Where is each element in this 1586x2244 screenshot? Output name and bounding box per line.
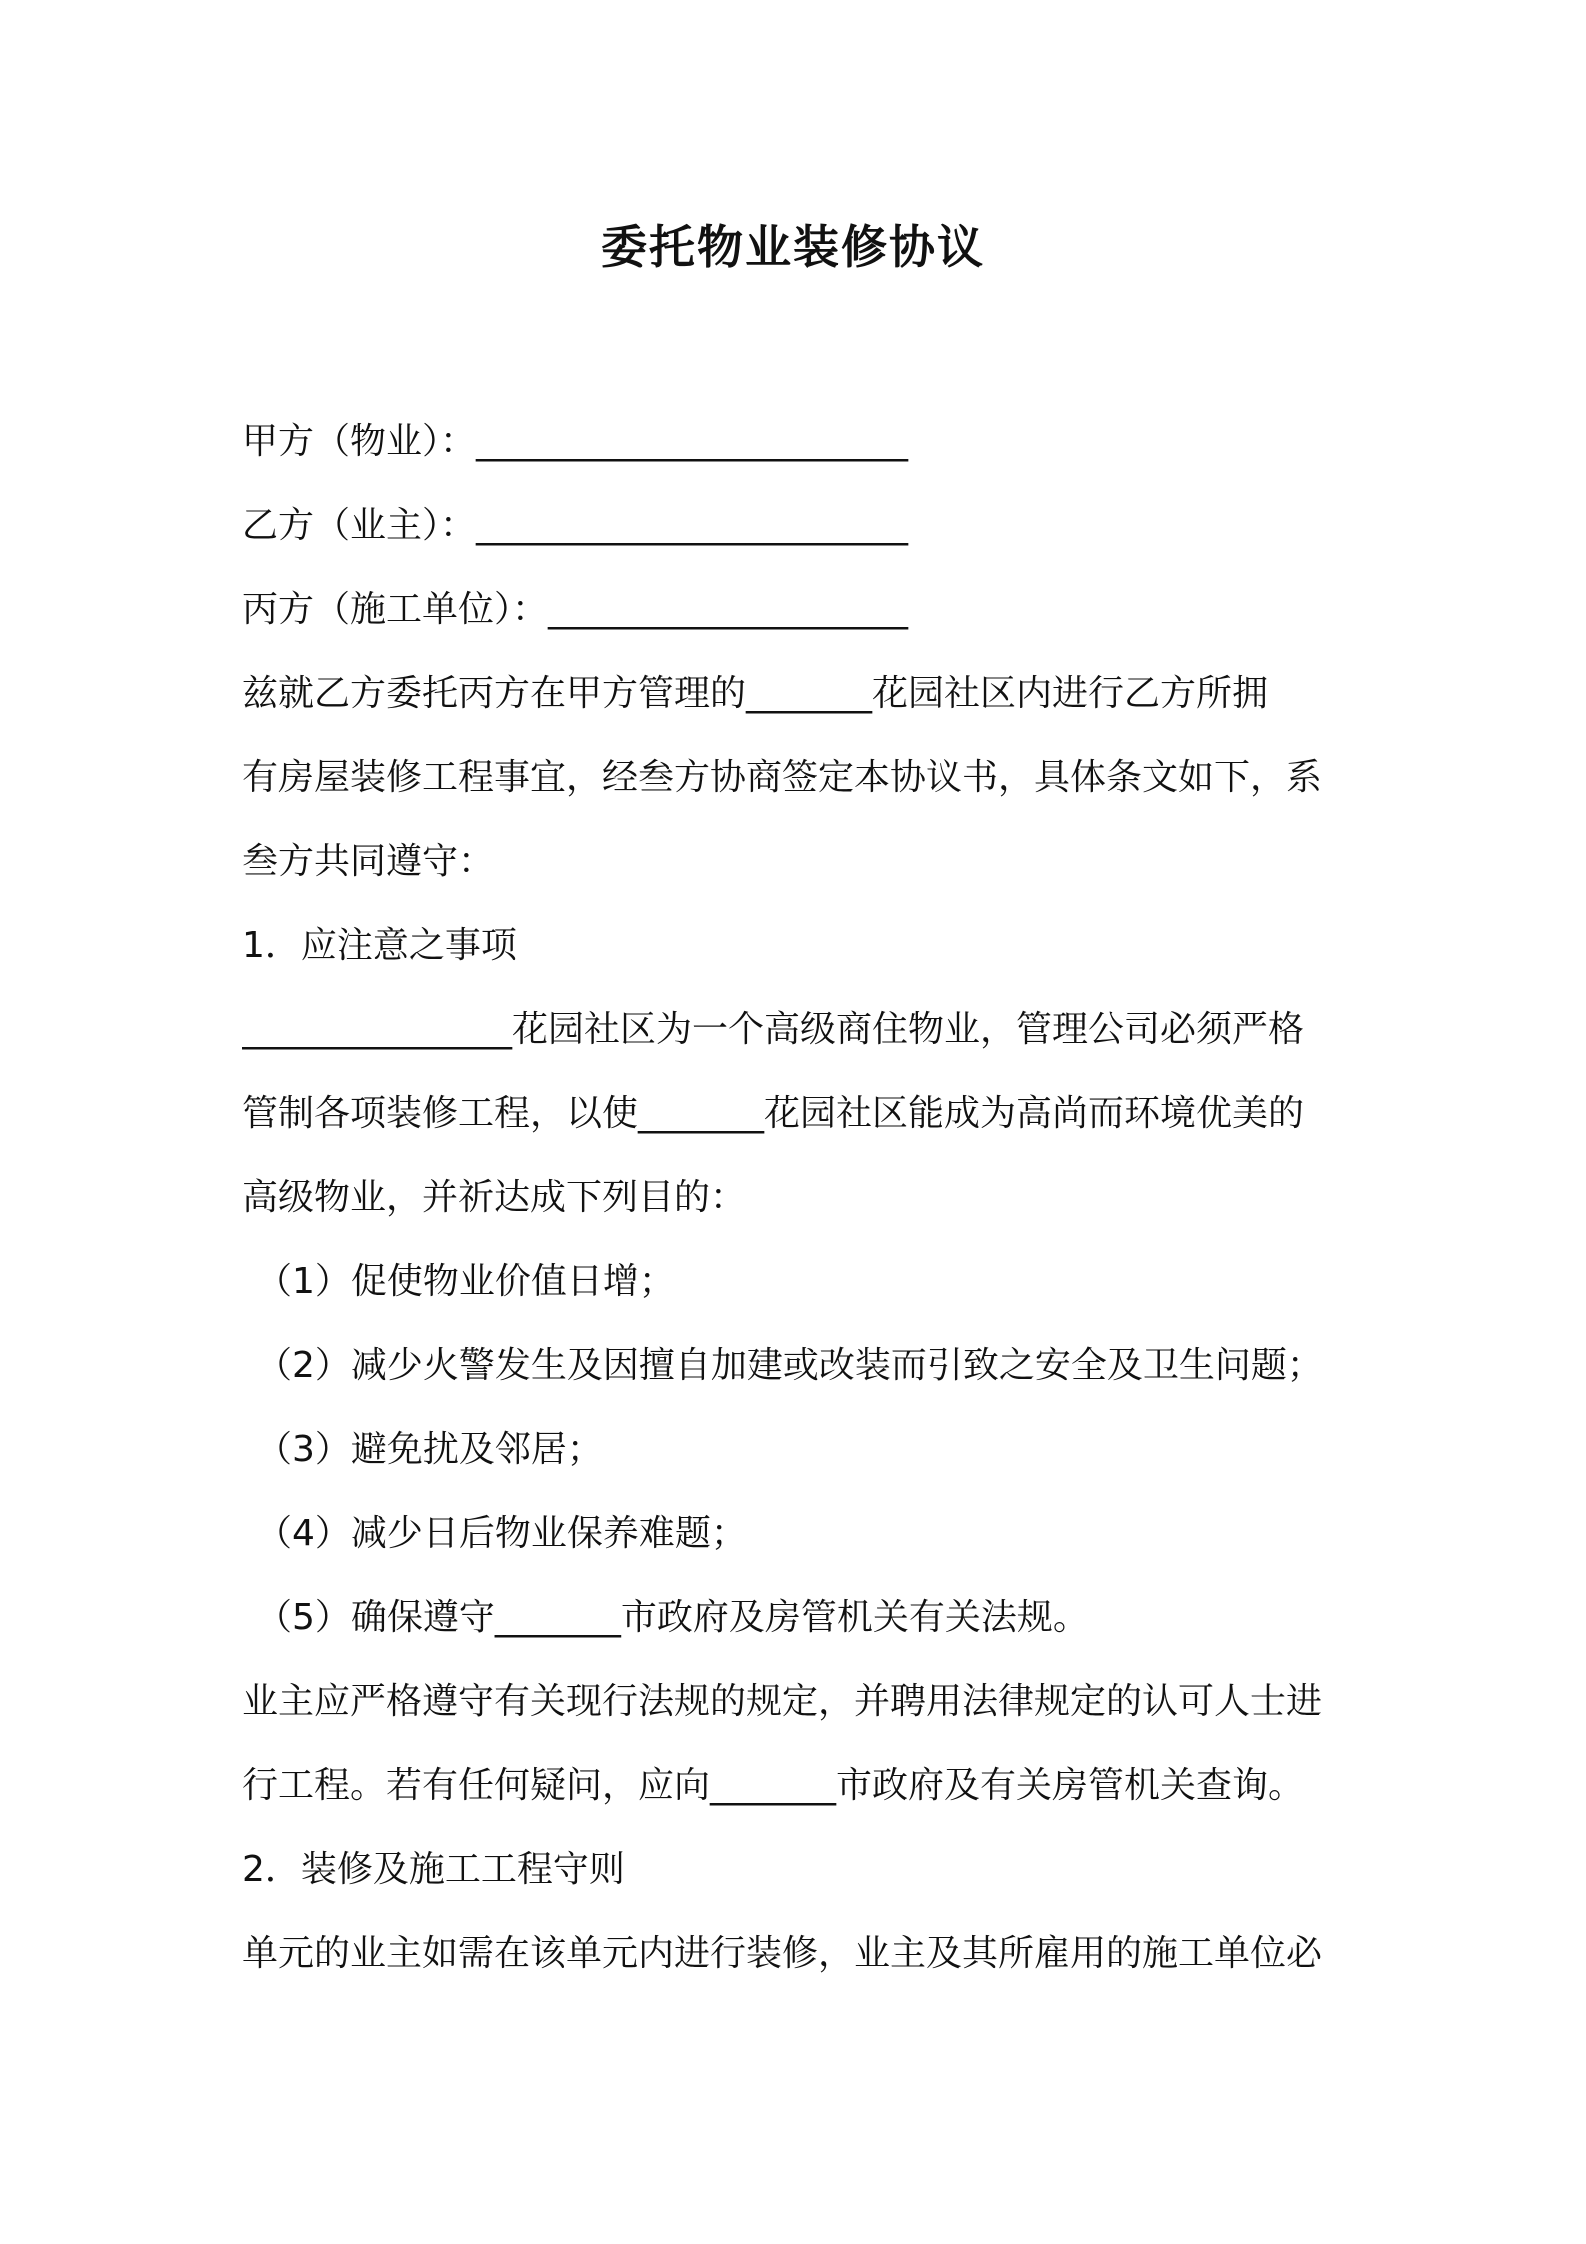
section-1-para-line-1: _______________花园社区为一个高级商住物业，管理公司必须严格 <box>242 1009 1305 1050</box>
list-item-4: （4）减少日后物业保养难题； <box>256 1513 747 1554</box>
party-a-line: 甲方（物业）：________________________ <box>242 421 909 462</box>
section-2-para-line-1: 单元的业主如需在该单元内进行装修，业主及其所雇用的施工单位必 <box>242 1933 1323 1974</box>
section-1-note-line-1: 业主应严格遵守有关现行法规的规定，并聘用法律规定的认可人士进 <box>242 1681 1323 1722</box>
list-item-2: （2）减少火警发生及因擅自加建或改装而引致之安全及卫生问题； <box>256 1345 1323 1386</box>
list-item-3: （3）避免扰及邻居； <box>256 1429 603 1470</box>
preamble-line-3: 叁方共同遵守： <box>242 841 495 882</box>
document-body <box>242 400 1362 1996</box>
list-item-5: （5）确保遵守_______市政府及房管机关有关法规。 <box>256 1597 1089 1638</box>
party-c-line: 丙方（施工单位）：____________________ <box>242 589 909 630</box>
section-1-para-line-2: 管制各项装修工程，以使_______花园社区能成为高尚而环境优美的 <box>242 1093 1305 1134</box>
section-2-heading: 2．装修及施工工程守则 <box>242 1849 625 1890</box>
list-item-1: （1）促使物业价值日增； <box>256 1261 675 1302</box>
document-title: 委托物业装修协议 <box>601 220 985 274</box>
section-1-note-line-2: 行工程。若有任何疑问，应向_______市政府及有关房管机关查询。 <box>242 1765 1305 1806</box>
party-b-line: 乙方（业主）：________________________ <box>242 505 909 546</box>
section-1-para-line-3: 高级物业，并祈达成下列目的： <box>242 1177 747 1218</box>
section-1-heading: 1．应注意之事项 <box>242 925 517 966</box>
preamble-line-2: 有房屋装修工程事宜，经叁方协商签定本协议书，具体条文如下，系 <box>242 757 1323 798</box>
preamble-line-1: 兹就乙方委托丙方在甲方管理的_______花园社区内进行乙方所拥 <box>242 673 1269 714</box>
